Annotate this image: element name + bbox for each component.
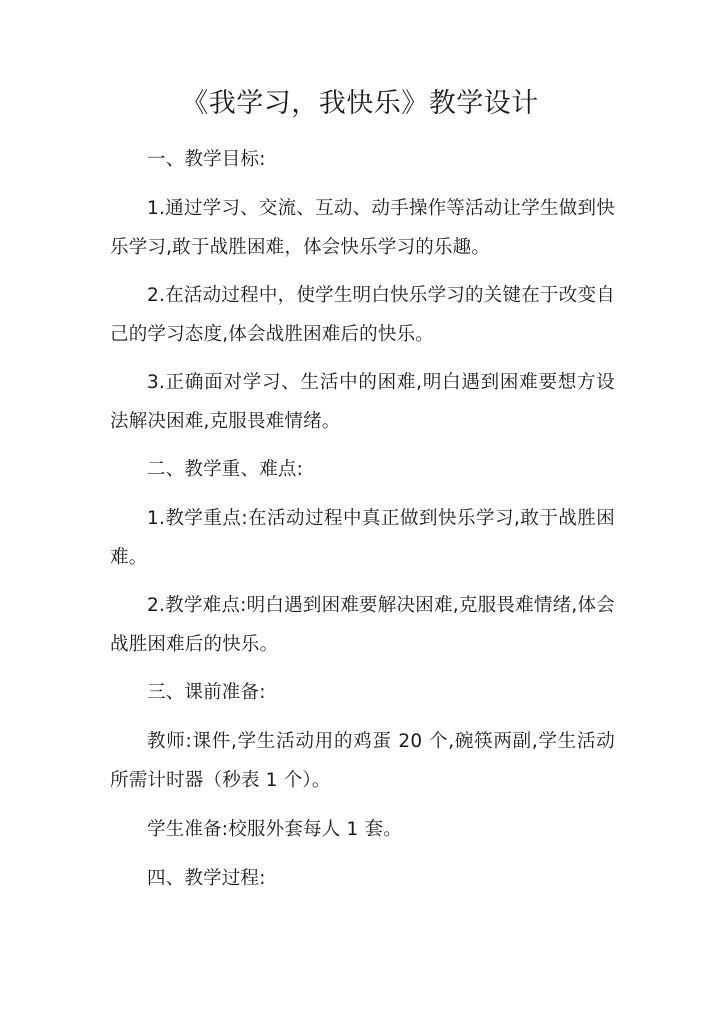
key-point-item-2: 2.教学难点:明白遇到困难要解决困难,克服畏难情绪,体会战胜困难后的快乐。 [110, 595, 615, 655]
document-title: 《我学习，我快乐》教学设计 [181, 88, 539, 119]
objective-item-1: 1.通过学习、交流、互动、动手操作等活动让学生做到快乐学习,敢于战胜困难，体会快乐学习的乐趣。 [110, 198, 615, 258]
section-heading-process: 四、教学过程: [147, 868, 266, 889]
preparation-item-student: 学生准备:校服外套每人 1 套。 [147, 819, 402, 840]
section-heading-objectives: 一、教学目标: [147, 149, 266, 170]
key-point-item-1: 1.教学重点:在活动过程中真正做到快乐学习,敢于战胜困难。 [110, 508, 615, 568]
section-heading-key-points: 二、教学重、难点: [147, 459, 304, 480]
objective-item-2: 2.在活动过程中，使学生明白快乐学习的关键在于改变自己的学习态度,体会战胜困难后的快乐。 [110, 285, 615, 345]
objective-item-3: 3.正确面对学习、生活中的困难,明白遇到困难要想方设法解决困难,克服畏难情绪。 [110, 372, 615, 432]
section-heading-preparation: 三、课前准备: [147, 682, 266, 703]
preparation-item-teacher: 教师:课件,学生活动用的鸡蛋 20 个,碗筷两副,学生活动所需计时器（秒表 1 个）。 [110, 731, 615, 791]
